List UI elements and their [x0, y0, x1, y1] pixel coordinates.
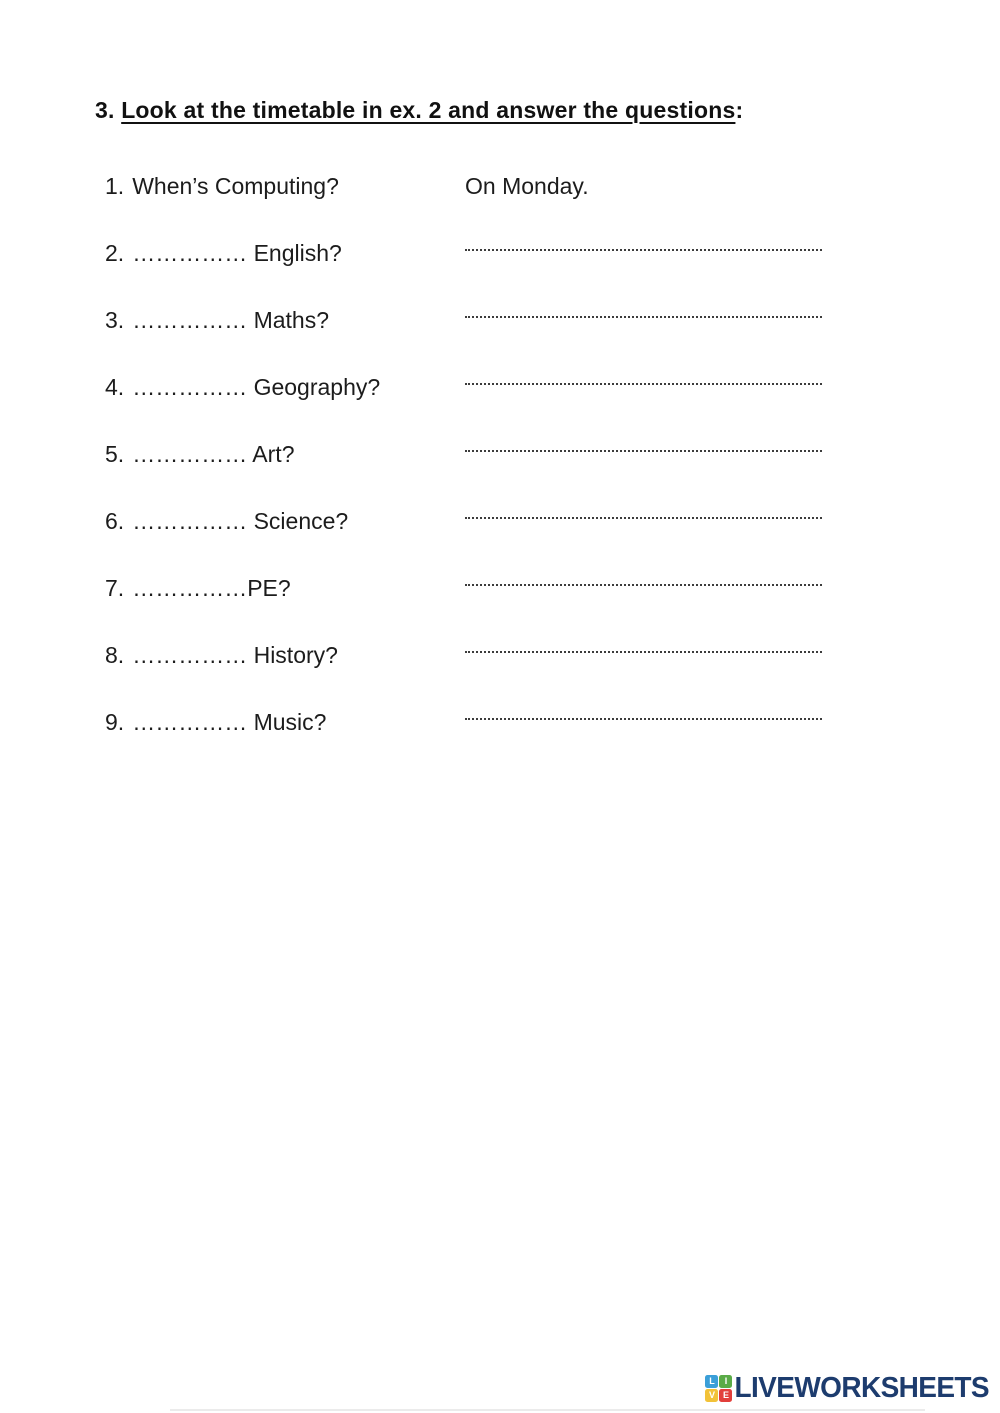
question-row-5 — [105, 441, 895, 508]
answer-field[interactable] — [465, 716, 822, 720]
question-text: 9. …………… Music? — [105, 709, 327, 735]
question-text: 7. ……………PE? — [105, 575, 291, 601]
question-number: 8. — [105, 642, 125, 668]
answer-cell — [465, 575, 825, 586]
answer-cell — [465, 709, 825, 720]
answer-cell — [465, 441, 825, 452]
logo-tile-v: V — [705, 1389, 718, 1402]
question-text: 1. When’s Computing? — [105, 173, 339, 199]
question-text: 5. …………… Art? — [105, 441, 295, 467]
question-row-2 — [105, 240, 895, 307]
answer-field[interactable] — [465, 314, 822, 318]
question-list — [105, 173, 895, 776]
answer-field[interactable] — [465, 381, 822, 385]
worksheet-title — [95, 97, 743, 124]
liveworksheets-tiles-icon — [705, 1375, 732, 1402]
answer-cell — [465, 307, 825, 318]
answer-field[interactable] — [465, 247, 822, 251]
question-text: 2. …………… English? — [105, 240, 342, 266]
answer-field[interactable] — [465, 448, 822, 452]
answer-field[interactable] — [465, 649, 822, 653]
logo-tile-l: L — [705, 1375, 718, 1388]
question-number: 4. — [105, 374, 125, 400]
question-number: 2. — [105, 240, 125, 266]
question-row-8 — [105, 642, 895, 709]
answer-field[interactable] — [465, 515, 822, 519]
question-number: 3. — [105, 307, 125, 333]
liveworksheets-logo[interactable] — [705, 1371, 989, 1404]
answer-field[interactable] — [465, 582, 822, 586]
title-colon: : — [735, 97, 744, 123]
question-text: 8. …………… History? — [105, 642, 338, 668]
question-number: 1. — [105, 173, 125, 199]
question-number: 7. — [105, 575, 125, 601]
answer-cell — [465, 508, 825, 519]
logo-tile-e: E — [719, 1389, 732, 1402]
question-row-4 — [105, 374, 895, 441]
question-text: 6. …………… Science? — [105, 508, 349, 534]
question-text: 4. …………… Geography? — [105, 374, 381, 400]
liveworksheets-wordmark: LIVEWORKSHEETS — [734, 1371, 989, 1404]
scan-edge-artifact — [170, 1409, 925, 1411]
question-text: 3. …………… Maths? — [105, 307, 330, 333]
question-number: 5. — [105, 441, 125, 467]
title-number: 3. — [95, 97, 115, 123]
question-row-3 — [105, 307, 895, 374]
question-row-6 — [105, 508, 895, 575]
answer-cell — [465, 642, 825, 653]
question-row-9 — [105, 709, 895, 776]
title-text: Look at the timetable in ex. 2 and answer the questions — [121, 97, 736, 123]
question-row-1 — [105, 173, 895, 240]
logo-tile-i: I — [719, 1375, 732, 1388]
answer-text: On Monday. — [465, 173, 589, 199]
answer-cell — [465, 240, 825, 251]
answer-cell — [465, 374, 825, 385]
question-row-7 — [105, 575, 895, 642]
question-number: 6. — [105, 508, 125, 534]
question-number: 9. — [105, 709, 125, 735]
answer-cell — [465, 173, 825, 200]
